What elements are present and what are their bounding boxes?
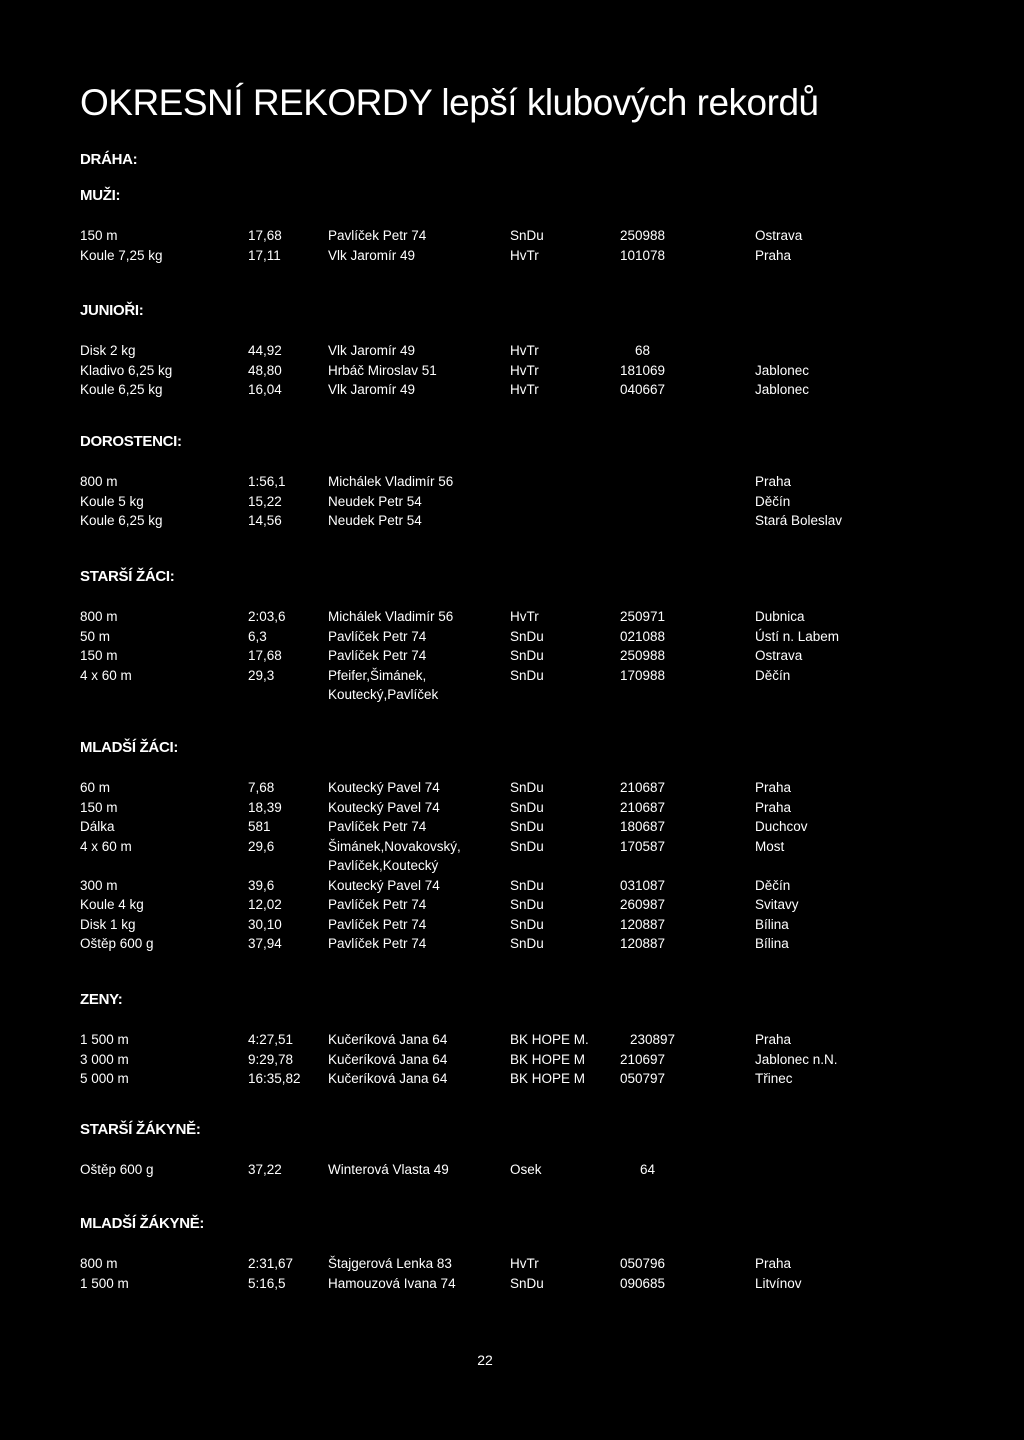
- record-athlete: Koutecký Pavel 74: [328, 780, 440, 795]
- record-row: [80, 472, 960, 492]
- record-club: HvTr: [510, 1256, 539, 1271]
- record-athlete: Koutecký Pavel 74: [328, 799, 440, 815]
- record-club: HvTr: [510, 609, 539, 624]
- record-place: Praha: [755, 474, 792, 489]
- record-date: 101078: [620, 247, 666, 263]
- record-club: SnDu: [510, 780, 544, 795]
- record-club: SnDu: [510, 838, 544, 854]
- record-row: [80, 627, 960, 647]
- record-place: Děčín: [755, 877, 791, 893]
- record-place: Bílina: [755, 936, 789, 951]
- record-row: [80, 666, 960, 686]
- record-result: 2:31,67: [248, 1256, 294, 1271]
- records-list: [80, 472, 960, 531]
- record-row: [80, 341, 960, 361]
- record-result: 17,68: [248, 228, 282, 243]
- section-juniori: [80, 301, 960, 400]
- record-row: [80, 1069, 960, 1089]
- record-athlete: Neudek Petr 54: [328, 493, 422, 509]
- record-event: 3 000 m: [80, 1051, 129, 1067]
- record-row: [80, 646, 960, 666]
- record-club: SnDu: [510, 916, 544, 932]
- record-event: 800 m: [80, 1256, 118, 1271]
- record-event: 150 m: [80, 799, 118, 815]
- record-date: 210697: [620, 1051, 666, 1067]
- record-date: 170988: [620, 667, 666, 683]
- record-place: Praha: [755, 1256, 792, 1271]
- record-event: Koule 6,25 kg: [80, 382, 163, 397]
- record-event: 4 x 60 m: [80, 838, 132, 854]
- record-athlete: Vlk Jaromír 49: [328, 382, 416, 397]
- record-result: 12,02: [248, 897, 282, 912]
- record-date: 180687: [620, 819, 666, 834]
- section-dorostenci: [80, 432, 960, 531]
- record-result: 581: [248, 819, 271, 834]
- record-place: Ostrava: [755, 648, 803, 663]
- record-club: SnDu: [510, 936, 544, 951]
- record-athlete: Neudek Petr 54: [328, 513, 422, 528]
- record-row-continuation: [80, 856, 960, 876]
- record-row-continuation: [80, 685, 960, 705]
- subtitle-draha: DRÁHA:: [80, 151, 138, 168]
- record-date: 021088: [620, 628, 666, 644]
- record-event: Koule 7,25 kg: [80, 247, 163, 263]
- record-date: 120887: [620, 916, 666, 932]
- record-athlete: Pavlíček Petr 74: [328, 628, 427, 644]
- section-mladsi-zaci: [80, 738, 960, 954]
- record-place: Jablonec: [755, 362, 810, 378]
- record-club: Osek: [510, 1162, 542, 1177]
- record-row: [80, 246, 960, 266]
- record-row: [80, 361, 960, 381]
- record-place: Ústí n. Labem: [755, 628, 840, 644]
- record-athlete: Pavlíček Petr 74: [328, 897, 427, 912]
- record-event: Dálka: [80, 819, 115, 834]
- record-athlete: Koutecký Pavel 74: [328, 877, 440, 893]
- record-event: 5 000 m: [80, 1071, 129, 1086]
- record-event: Oštěp 600 g: [80, 1162, 154, 1177]
- record-club: HvTr: [510, 362, 539, 378]
- record-place: Děčín: [755, 493, 791, 509]
- record-result: 18,39: [248, 799, 282, 815]
- record-result: 6,3: [248, 628, 267, 644]
- record-result: 37,22: [248, 1162, 282, 1177]
- record-place: Třinec: [755, 1071, 793, 1086]
- record-athlete: Michálek Vladimír 56: [328, 609, 454, 624]
- record-date: 260987: [620, 897, 666, 912]
- record-place: Praha: [755, 780, 792, 795]
- record-result: 16:35,82: [248, 1071, 301, 1086]
- record-athlete: Kučeríková Jana 64: [328, 1032, 448, 1047]
- record-date: 120887: [620, 936, 666, 951]
- page-number: 22: [477, 1352, 493, 1368]
- record-date: 050796: [620, 1256, 666, 1271]
- record-club: SnDu: [510, 897, 544, 912]
- record-date: 64: [640, 1162, 656, 1177]
- record-event: 4 x 60 m: [80, 667, 132, 683]
- record-athlete: Koutecký,Pavlíček: [328, 687, 439, 702]
- record-athlete: Pavlíček Petr 74: [328, 819, 427, 834]
- record-date: 210687: [620, 780, 666, 795]
- record-athlete: Hrbáč Miroslav 51: [328, 362, 437, 378]
- section-heading: STARŠÍ ŽÁKYNĚ:: [80, 1121, 201, 1138]
- record-event: Disk 1 kg: [80, 916, 136, 932]
- record-club: SnDu: [510, 228, 544, 243]
- record-row: [80, 837, 960, 857]
- record-row: [80, 607, 960, 627]
- record-result: 37,94: [248, 936, 282, 951]
- record-date: 050797: [620, 1071, 666, 1086]
- record-club: HvTr: [510, 247, 539, 263]
- record-result: 29,6: [248, 838, 275, 854]
- record-athlete: Štajgerová Lenka 83: [328, 1256, 452, 1271]
- record-result: 29,3: [248, 667, 275, 683]
- section-heading: MUŽI:: [80, 187, 121, 204]
- record-result: 1:56,1: [248, 474, 286, 489]
- record-result: 15,22: [248, 493, 282, 509]
- record-place: Most: [755, 838, 785, 854]
- record-date: 210687: [620, 799, 666, 815]
- record-place: Svitavy: [755, 897, 799, 912]
- record-result: 30,10: [248, 916, 282, 932]
- record-row: [80, 1030, 960, 1050]
- record-date: 170587: [620, 838, 666, 854]
- record-club: BK HOPE M: [510, 1051, 586, 1067]
- record-club: BK HOPE M: [510, 1071, 586, 1086]
- section-heading: DOROSTENCI:: [80, 433, 182, 450]
- record-club: SnDu: [510, 877, 544, 893]
- record-event: Koule 4 kg: [80, 897, 144, 912]
- records-list: [80, 226, 960, 265]
- record-club: SnDu: [510, 628, 544, 644]
- section-mladsi-zakyne: [80, 1214, 960, 1293]
- record-row: [80, 876, 960, 896]
- record-result: 2:03,6: [248, 609, 286, 624]
- record-athlete: Pfeifer,Šimánek,: [328, 667, 427, 683]
- record-row: [80, 492, 960, 512]
- record-result: 17,11: [248, 247, 281, 263]
- record-date: 181069: [620, 362, 666, 378]
- record-result: 9:29,78: [248, 1051, 294, 1067]
- record-row: [80, 915, 960, 935]
- record-club: HvTr: [510, 343, 539, 358]
- record-club: SnDu: [510, 799, 544, 815]
- record-place: Jablonec n.N.: [755, 1051, 838, 1067]
- record-place: Praha: [755, 1032, 792, 1047]
- records-list: [80, 1254, 960, 1293]
- record-result: 16,04: [248, 382, 282, 397]
- record-row: [80, 1160, 960, 1180]
- record-result: 5:16,5: [248, 1275, 286, 1291]
- record-athlete: Pavlíček,Koutecký: [328, 858, 439, 873]
- record-row: [80, 778, 960, 798]
- record-club: SnDu: [510, 819, 544, 834]
- record-event: Koule 5 kg: [80, 493, 144, 509]
- record-place: Stará Boleslav: [755, 513, 843, 528]
- record-row: [80, 1274, 960, 1294]
- record-result: 14,56: [248, 513, 282, 528]
- section-heading: JUNIOŘI:: [80, 302, 144, 319]
- record-event: 1 500 m: [80, 1032, 129, 1047]
- record-place: Praha: [755, 799, 792, 815]
- section-starsi-zaci: [80, 567, 960, 705]
- record-place: Litvínov: [755, 1275, 802, 1291]
- record-athlete: Kučeríková Jana 64: [328, 1051, 448, 1067]
- record-row: [80, 380, 960, 400]
- record-result: 44,92: [248, 343, 282, 358]
- record-place: Praha: [755, 247, 792, 263]
- section-zeny: [80, 990, 960, 1089]
- section-heading: MLADŠÍ ŽÁCI:: [80, 739, 179, 756]
- records-list: [80, 341, 960, 400]
- record-result: 4:27,51: [248, 1032, 294, 1047]
- record-date: 040667: [620, 382, 666, 397]
- record-row: [80, 934, 960, 954]
- record-athlete: Pavlíček Petr 74: [328, 648, 427, 663]
- record-date: 250988: [620, 648, 666, 663]
- section-heading: MLADŠÍ ŽÁKYNĚ:: [80, 1215, 205, 1232]
- record-place: Bílina: [755, 916, 789, 932]
- record-place: Děčín: [755, 667, 791, 683]
- record-athlete: Vlk Jaromír 49: [328, 247, 416, 263]
- record-athlete: Pavlíček Petr 74: [328, 936, 427, 951]
- record-event: 300 m: [80, 877, 118, 893]
- record-club: SnDu: [510, 648, 544, 663]
- record-athlete: Pavlíček Petr 74: [328, 228, 427, 243]
- record-event: 150 m: [80, 228, 118, 243]
- record-date: 230897: [630, 1032, 676, 1047]
- records-list: [80, 607, 960, 705]
- record-athlete: Winterová Vlasta 49: [328, 1162, 449, 1177]
- record-athlete: Pavlíček Petr 74: [328, 916, 427, 932]
- record-place: Dubnica: [755, 609, 805, 624]
- record-date: 090685: [620, 1275, 666, 1291]
- record-result: 17,68: [248, 648, 282, 663]
- record-club: HvTr: [510, 382, 539, 397]
- record-athlete: Vlk Jaromír 49: [328, 343, 416, 358]
- record-event: 150 m: [80, 648, 118, 663]
- record-event: Koule 6,25 kg: [80, 513, 163, 528]
- record-athlete: Šimánek,Novakovský,: [328, 838, 461, 854]
- record-date: 250988: [620, 228, 666, 243]
- record-date: 250971: [620, 609, 666, 624]
- record-date: 68: [635, 343, 651, 358]
- record-event: Oštěp 600 g: [80, 936, 154, 951]
- section-heading: ZENY:: [80, 991, 123, 1008]
- record-row: [80, 798, 960, 818]
- record-row: [80, 1050, 960, 1070]
- record-place: Jablonec: [755, 382, 810, 397]
- record-place: Ostrava: [755, 228, 803, 243]
- record-result: 7,68: [248, 780, 275, 795]
- records-list: [80, 1030, 960, 1089]
- section-starsi-zakyne: [80, 1120, 960, 1180]
- record-event: Kladivo 6,25 kg: [80, 362, 173, 378]
- record-date: 031087: [620, 877, 666, 893]
- record-athlete: Hamouzová Ivana 74: [328, 1275, 456, 1291]
- record-club: SnDu: [510, 1275, 544, 1291]
- record-athlete: Michálek Vladimír 56: [328, 474, 454, 489]
- record-event: 800 m: [80, 609, 118, 624]
- record-row: [80, 1254, 960, 1274]
- record-event: 50 m: [80, 628, 111, 644]
- record-place: Duchcov: [755, 819, 808, 834]
- record-result: 39,6: [248, 877, 275, 893]
- record-result: 48,80: [248, 362, 282, 378]
- record-club: BK HOPE M.: [510, 1032, 589, 1047]
- section-heading: STARŠÍ ŽÁCI:: [80, 568, 175, 585]
- page-title: OKRESNÍ REKORDY lepší klubových rekordů: [80, 82, 819, 123]
- record-event: 800 m: [80, 474, 118, 489]
- section-muzi: [80, 186, 960, 265]
- record-row: [80, 895, 960, 915]
- records-list: [80, 1160, 960, 1180]
- records-list: [80, 778, 960, 954]
- record-event: Disk 2 kg: [80, 343, 136, 358]
- record-row: [80, 817, 960, 837]
- record-row: [80, 511, 960, 531]
- record-club: SnDu: [510, 667, 544, 683]
- record-athlete: Kučeríková Jana 64: [328, 1071, 448, 1086]
- record-row: [80, 226, 960, 246]
- record-event: 60 m: [80, 780, 111, 795]
- record-event: 1 500 m: [80, 1275, 129, 1291]
